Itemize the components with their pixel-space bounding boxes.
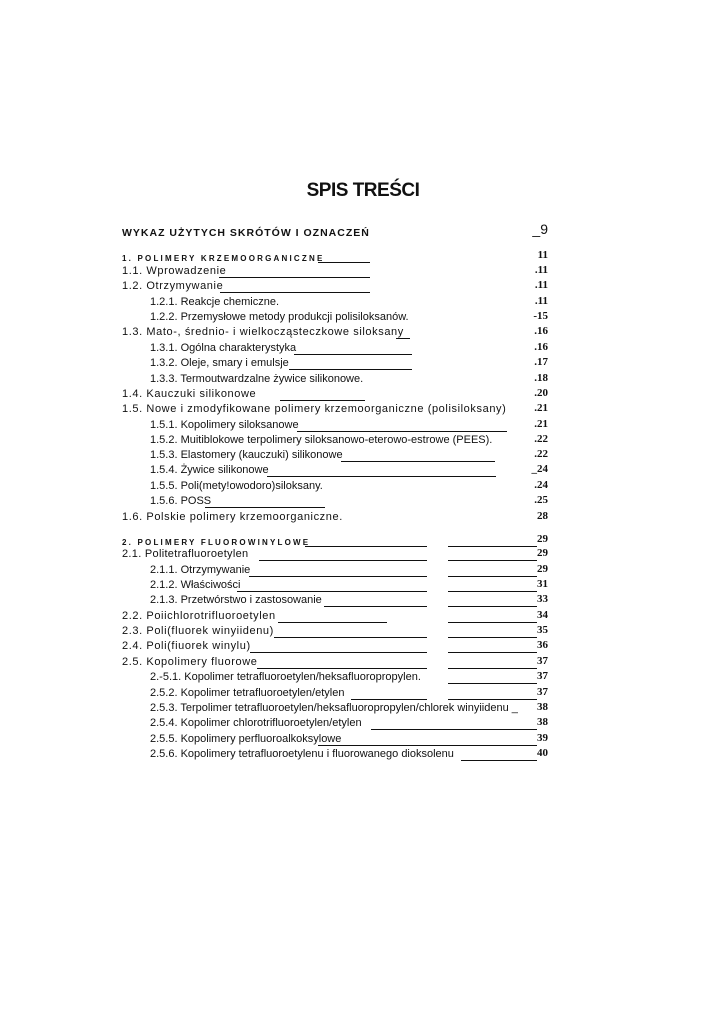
toc-entry-title: 2.5.2. Kopolimer tetrafluoroetylen/etylen [150,687,345,699]
toc-entry [0,655,726,671]
toc-entry-title: 2.1. Politetrafluoroetylen [122,548,249,560]
toc-entry-title: 1.4. Kauczuki silikonowe [122,388,257,400]
toc-entry [0,341,726,357]
toc-entry [0,716,726,732]
leader-line [257,668,427,669]
toc-page-number: 37 [537,686,548,698]
toc-entry-title: 1.5.6. POSS [150,495,212,507]
toc-entry-title: 1.5.2. Muitiblokowe terpolimery siloksanowo-eterowo-estrowe (PEES). [150,434,493,446]
toc-page-number: .22 [534,433,548,445]
toc-page-number: .18 [534,372,548,384]
toc-page-number: .22 [534,448,548,460]
toc-entry-title: 2.1.1. Otrzymywanie [150,564,251,576]
toc-entry-title: 1.5.5. Poli(mety!owodoro)siloksany. [150,480,323,492]
toc-page-number: 31 [537,578,548,590]
leader-line [448,576,537,577]
toc-entry [0,609,726,625]
toc-entry-title: 2.5.5. Kopolimery perfluoroalkoksylowe [150,733,342,745]
toc-page-number: .24 [534,479,548,491]
toc-page-number: .17 [534,356,548,368]
toc-page-number: 29 [537,563,548,575]
toc-entry [0,310,726,326]
toc-entry-title: 1.3.2. Oleje, smary i emulsje [150,357,289,369]
toc-entry [0,463,726,479]
toc-entry [0,448,726,464]
leader-line [267,476,496,477]
toc-entry-title: 2. POLIMERY FLUOROWINYLOWE [122,538,311,547]
toc-entry-title: 1.5.3. Elastomery (kauczuki) silikonowe [150,449,343,461]
toc-entry-title: 1.5.1. Kopolimery siloksanowe [150,419,299,431]
toc-entry [0,325,726,341]
toc-entry [0,686,726,702]
leader-line [448,652,537,653]
toc-entry-title: 2.5. Kopolimery fluorowe [122,656,258,668]
toc-page-number: .20 [534,387,548,399]
toc-page-number: _9 [532,221,548,237]
toc-entry-title: 2.1.2. Właściwości [150,579,241,591]
leader-line [280,400,365,401]
leader-line [448,560,537,561]
toc-entry [0,624,726,640]
leader-line [219,277,370,278]
leader-line [448,683,537,684]
leader-line [294,354,412,355]
toc-entry [0,547,726,563]
toc-entry [0,747,726,763]
toc-entry-title: 1.3.1. Ogólna charakterystyka [150,342,297,354]
toc-page-number: 38 [537,716,548,728]
toc-page-number: 33 [537,593,548,605]
toc-entry-title: 2.-5.1. Kopolimer tetrafluoroetylen/heksafluoropropylen. [150,671,421,683]
leader-line [205,507,325,508]
leader-line [220,292,370,293]
toc-entry-title: 2.3. Poli(fluorek winyiidenu) [122,625,274,637]
toc-entry [0,479,726,495]
leader-line [448,606,537,607]
toc-entry [0,578,726,594]
toc-page-number: 29 [537,547,548,559]
leader-line [448,699,537,700]
toc-entry [0,418,726,434]
toc-page-number: .11 [534,264,548,276]
toc-entry-title: 1.2. Otrzymywanie [122,280,224,292]
toc-page-number: .11 [534,279,548,291]
toc-page-number: 37 [537,655,548,667]
leader-line [318,262,370,263]
toc-entry [0,593,726,609]
toc-entry-title: 1.3.3. Termoutwardzalne żywice silikonowe. [150,373,364,385]
toc-entry [0,356,726,372]
toc-page-number: 37 [537,670,548,682]
leader-line [351,699,427,700]
leader-line [318,745,537,746]
leader-line [278,622,387,623]
leader-line [448,622,537,623]
leader-line [297,431,507,432]
leader-line [289,369,412,370]
toc-page-number: 35 [537,624,548,636]
toc-entry [0,701,726,717]
toc-entry-title: 1.1. Wprowadzenie [122,265,227,277]
toc-entry [0,563,726,579]
toc-entry-title: 1.5. Nowe i zmodyfikowane polimery krzemoorganiczne (polisiloksany) [122,403,507,415]
toc-entry [0,402,726,418]
toc-entry-title: 1.2.2. Przemysłowe metody produkcji polisiloksanów. [150,311,409,323]
toc-page-number: -15 [533,310,548,322]
toc-page-number: 39 [537,732,548,744]
leader-line [250,652,427,653]
toc-entry-title: 1.3. Mato-, średnio- i wielkocząsteczkowe siloksany [122,326,404,338]
toc-page-number: 40 [537,747,548,759]
toc-entry-title: WYKAZ UŻYTYCH SKRÓTÓW I OZNACZEŃ [122,227,370,239]
toc-page-number: _24 [531,463,548,475]
toc-entry [0,264,726,280]
toc-entry [0,510,726,526]
toc-page-number: .16 [534,325,548,337]
toc-entry [0,670,726,686]
toc-page-number: .21 [534,418,548,430]
toc-page-number: .25 [534,494,548,506]
leader-line [259,560,427,561]
toc-entry-title: 2.1.3. Przetwórstwo i zastosowanie [150,594,322,606]
toc-entry-title: 1.6. Polskie polimery krzemoorganiczne. [122,511,343,523]
toc-page-number: .16 [534,341,548,353]
toc-entry-title: 2.2. Poiichlorotrifluoroetylen [122,610,276,622]
leader-line [341,461,495,462]
toc-entry [0,279,726,295]
leader-line [448,637,537,638]
toc-page-number: 38 [537,701,548,713]
toc-page-number: 29 [537,533,548,545]
toc-entry [0,433,726,449]
leader-line [448,591,537,592]
toc-entry [0,639,726,655]
toc-entry-title: 2.5.3. Terpolimer tetrafluoroetylen/heksafluoropropylen/chlorek winyiidenu _ [150,702,518,714]
toc-page-number: 36 [537,639,548,651]
page-title: SPIS TREŚCI [306,180,420,201]
toc-page-number: 28 [537,510,548,522]
toc-page-number: 34 [537,609,548,621]
toc-page-number: .11 [534,295,548,307]
leader-line [249,576,427,577]
toc-entry [0,387,726,403]
toc-entry [0,494,726,510]
toc-entry-title: 2.4. Poli(fiuorek winylu) [122,640,251,652]
toc-entry [0,221,726,242]
leader-line [274,637,427,638]
leader-line [461,760,537,761]
toc-entry-title: 2.5.4. Kopolimer chlorotrifluoroetylen/etylen [150,717,362,729]
leader-line [396,338,410,339]
toc-entry-title: 2.5.6. Kopolimery tetrafluoroetylenu i fluorowanego dioksolenu [150,748,454,760]
toc-entry [0,295,726,311]
toc-entry [0,372,726,388]
toc-page-number: .21 [534,402,548,414]
toc-page-number: 11 [537,249,548,261]
toc-entry [0,249,726,265]
toc-entry-title: 1.5.4. Żywice silikonowe [150,464,269,476]
leader-line [237,591,427,592]
toc-entry-title: 1. POLIMERY KRZEMOORGANICZNE [122,254,325,263]
toc-entry [0,732,726,748]
leader-line [324,606,427,607]
leader-line [371,729,537,730]
toc-entry-title: 1.2.1. Reakcje chemiczne. [150,296,280,308]
leader-line [448,668,537,669]
